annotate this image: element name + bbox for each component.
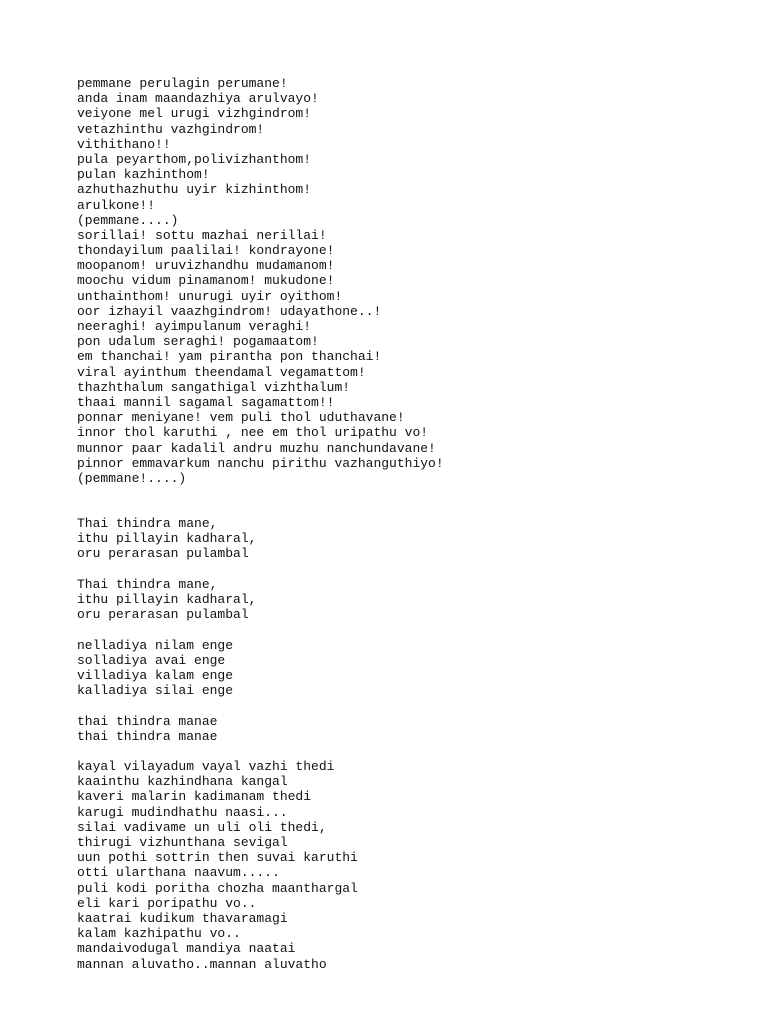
text-line: thondayilum paalilai! kondrayone! — [77, 243, 335, 259]
stanza-spacer — [77, 698, 757, 713]
text-line: innor thol karuthi , nee em thol uripathu vo! — [77, 425, 429, 441]
text-line: mannan aluvatho..mannan aluvatho — [77, 956, 327, 972]
text-line: thazhthalum sangathigal vizhthalum! — [77, 379, 351, 395]
text-line: ithu pillayin kadharal, — [77, 531, 257, 547]
text-line: puli kodi poritha chozha maanthargal — [77, 880, 358, 896]
stanza-spacer — [77, 486, 757, 516]
text-line: eli kari poripathu vo.. — [77, 895, 257, 911]
text-line: karugi mudindhathu naasi... — [77, 804, 288, 820]
text-line: pinnor emmavarkum nanchu pirithu vazhanguthiyo! — [77, 455, 444, 471]
text-line: mandaivodugal mandiya naatai — [77, 941, 296, 957]
text-line: kalam kazhipathu vo.. — [77, 926, 241, 942]
text-line: kalladiya silai enge — [77, 683, 234, 699]
text-line: uun pothi sottrin then suvai karuthi — [77, 850, 358, 866]
text-line: thai thindra manae — [77, 728, 218, 744]
text-line: kaatrai kudikum thavaramagi — [77, 910, 288, 926]
text-line: silai vadivame un uli oli thedi, — [77, 819, 327, 835]
text-line: thirugi vizhunthana sevigal — [77, 835, 288, 850]
text-line: thai thindra manae — [77, 713, 218, 729]
text-line: viral ayinthum theendamal vegamattom! — [77, 364, 366, 380]
text-line: vithithano!! — [77, 136, 171, 152]
text-line: nelladiya nilam enge — [77, 637, 234, 653]
text-line: em thanchai! yam pirantha pon thanchai! — [77, 349, 382, 365]
text-line: azhuthazhuthu uyir kizhinthom! — [77, 182, 312, 198]
text-line: vetazhinthu vazhgindrom! — [77, 121, 265, 137]
text-line: oor izhayil vaazhgindrom! udayathone..! — [77, 303, 382, 319]
text-line: otti ularthana naavum..... — [77, 865, 280, 881]
stanza-6 — [77, 759, 757, 972]
text-line: moopanom! uruvizhandhu mudamanom! — [77, 258, 335, 274]
stanza-3 — [77, 577, 757, 623]
text-line: munnor paar kadalil andru muzhu nanchundavane! — [77, 440, 436, 456]
text-line: neeraghi! ayimpulanum veraghi! — [77, 319, 312, 334]
stanza-spacer — [77, 744, 757, 759]
stanza-1 — [77, 76, 757, 486]
text-line: solladiya avai enge — [77, 652, 226, 668]
stanza-5 — [77, 714, 757, 744]
text-line: pon udalum seraghi! pogamaatom! — [77, 334, 319, 350]
text-line: kaveri malarin kadimanam thedi — [77, 789, 312, 805]
text-line: Thai thindra mane, — [77, 576, 218, 592]
text-line: oru perarasan pulambal — [77, 607, 249, 623]
text-line: villadiya kalam enge — [77, 667, 234, 683]
text-line: ponnar meniyane! vem puli thol uduthavane! — [77, 410, 405, 426]
text-line: arulkone!! — [77, 197, 156, 213]
stanza-2 — [77, 516, 757, 562]
text-line: oru perarasan pulambal — [77, 546, 249, 562]
stanza-4 — [77, 638, 757, 699]
text-line: pulan kazhinthom! — [77, 167, 210, 183]
text-line: Thai thindra mane, — [77, 516, 218, 532]
text-line: veiyone mel urugi vizhgindrom! — [77, 106, 312, 122]
text-line: sorillai! sottu mazhai nerillai! — [77, 227, 327, 243]
text-line: pemmane perulagin perumane! — [77, 76, 288, 91]
document-page — [77, 76, 757, 972]
text-line: pula peyarthom,polivizhanthom! — [77, 151, 312, 167]
text-line: (pemmane....) — [77, 212, 179, 228]
text-line: (pemmane!....) — [77, 470, 187, 486]
stanza-spacer — [77, 622, 757, 637]
text-line: thaai mannil sagamal sagamattom!! — [77, 394, 335, 410]
text-line: kayal vilayadum vayal vazhi thedi — [77, 759, 335, 775]
stanza-spacer — [77, 562, 757, 577]
text-line: moochu vidum pinamanom! mukudone! — [77, 273, 335, 289]
text-line: kaainthu kazhindhana kangal — [77, 774, 288, 790]
text-line: ithu pillayin kadharal, — [77, 592, 257, 607]
text-line: unthainthom! unurugi uyir oyithom! — [77, 288, 343, 304]
text-line: anda inam maandazhiya arulvayo! — [77, 91, 319, 107]
